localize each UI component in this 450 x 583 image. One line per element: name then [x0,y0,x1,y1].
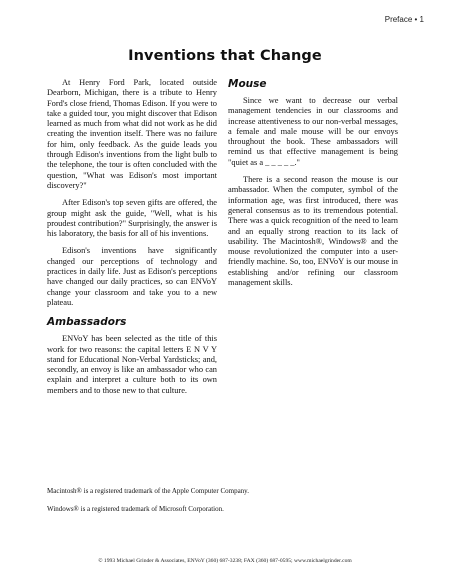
body-paragraph: At Henry Ford Park, located outside Dearborn, Michigan, there is a tribute to Henry Ford's close friend, Thomas Edison. If you were to take a guided tour, you might discover that Edison learned as much from what did not work as he did creating the invention itself. There was no failure for him, only feedback. As the guide leads you through Edison's inventions from the light bulb to the telephone, the tour is often concluded with the question, "What was Edison's most important discovery?" [47,78,217,190]
trademark-notes [47,487,407,523]
section-heading-mouse: Mouse [228,78,267,90]
body-paragraph: Since we want to decrease our verbal management tendencies in our classrooms and increase attentiveness to our non-verbal messages, a female and male mouse will be our envoys throughout the book. These ambassadors will remind us that effective management is being "quiet as a _ _ _ _ _." [228,96,398,167]
body-paragraph: There is a second reason the mouse is our ambassador. When the computer, symbol of the information age, was first introduced, there was general consensus as to its tremendous potential. There was a quick recognition of the need to learn and an equally strong reaction to its lack of usability. The Macintosh®, Windows® and the mouse revolutionized the computer into a user-friendly machine. So, too, ENVoY is our mouse in establishing and/or refining our classroom management skills. [228,175,398,288]
copyright-footer: © 1993 Michael Grinder & Associates, ENVoY (360) 687-3238; FAX (360) 687-0595; www.michaelgrinder.com [98,558,352,564]
running-head: Preface • 1 [384,15,424,24]
trademark-note: Macintosh® is a registered trademark of the Apple Computer Company. [47,487,249,495]
page-title: Inventions that Change [128,48,322,64]
section-heading-ambassadors: Ambassadors [47,316,127,329]
trademark-note: Windows® is a registered trademark of Microsoft Corporation. [47,505,224,513]
body-paragraph: ENVoY has been selected as the title of this work for two reasons: the capital letters E N V Y stand for Educational Non-Verbal Yardsticks; and, secondly, an envoy is like an ambassador who can explain and interpret a culture both to its own members and to those new to that culture. [47,334,217,395]
left-column [47,78,217,403]
right-column [228,78,398,295]
body-paragraph: Edison's inventions have significantly changed our perceptions of technology and practices in daily life. Just as Edison's perceptions have changed our daily practices, so can ENVoY change your classroom and take you to a new plateau. [47,246,217,307]
body-paragraph: After Edison's top seven gifts are offered, the group might ask the guide, "Well, what is his proudest contribution?" Surprisingly, the answer is his laboratory, the basis for all of his inventions. [47,198,217,239]
